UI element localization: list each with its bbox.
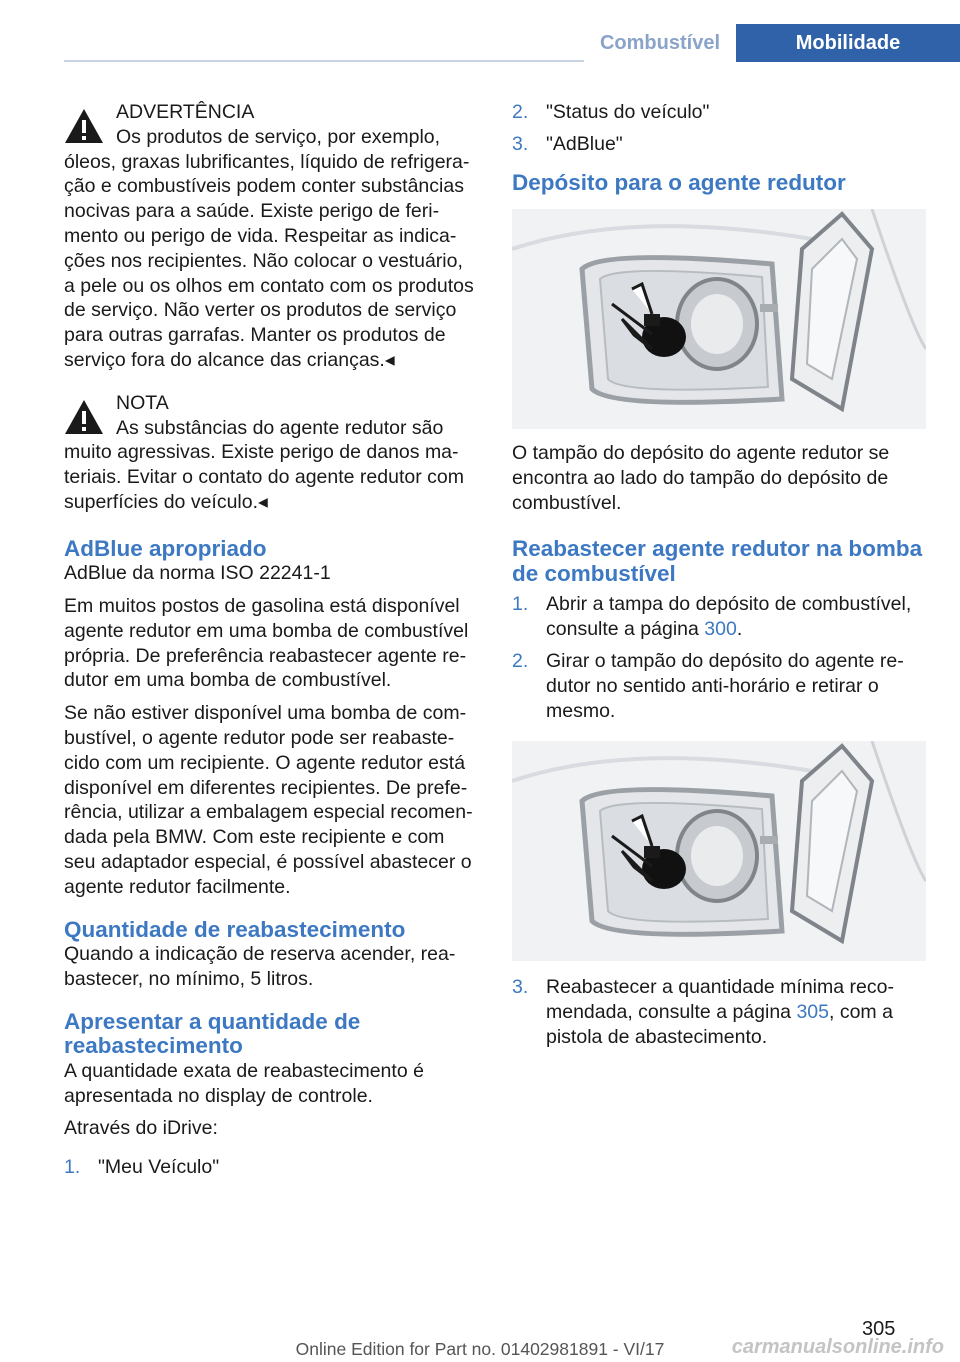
heading-reabastecer: Reabastecer agente redutor na bomba de combustível [512, 536, 923, 586]
step-text: "AdBlue" [546, 132, 623, 155]
paragraph: AdBlue da norma ISO 22241-1 [64, 562, 331, 585]
warning-block [64, 100, 478, 373]
list-item [512, 132, 926, 157]
fuel-filler-photo [512, 209, 926, 429]
steps-list-cont [512, 100, 926, 157]
note-first-line: As substâncias do agente redutor são [116, 416, 444, 439]
heading-adblue-apropriado: AdBlue apropriado [64, 535, 267, 561]
warning-icon [64, 399, 104, 435]
step-text-after: , com a pistola de abastecimento. [546, 1001, 893, 1049]
paragraph: Em muitos postos de gasolina está disponível agente redutor em uma bomba de combustível própria. De preferência reabastecer agente redutor em uma bomba de combustível. [64, 595, 469, 692]
page-link[interactable]: 300 [704, 618, 737, 641]
step-text: "Status do veículo" [546, 101, 710, 123]
edition-footer: Online Edition for Part no. 01402981891 - VI/17 [295, 1339, 665, 1359]
tab-mobilidade[interactable]: Mobilidade [736, 24, 960, 62]
note-text: muito agressivas. Existe perigo de danos materiais. Evitar o contato do agente redutor com superfícies do veículo.◂ [64, 441, 464, 513]
step-text-after: . [736, 618, 743, 641]
step-text: Reabastecer a quantidade mínima recomendada, consulte a página [546, 976, 894, 1024]
left-column [64, 100, 478, 1187]
list-item [512, 592, 926, 642]
paragraph: A quantidade exata de reabastecimento é apresentada no display de controle. [64, 1059, 424, 1107]
list-item [64, 1155, 478, 1180]
step-text: "Meu Veículo" [98, 1156, 220, 1179]
step-text: Abrir a tampa do depósito de combustível, consulte a página [546, 593, 912, 641]
paragraph: Através do iDrive: [64, 1117, 218, 1140]
step-number: 3. [512, 132, 529, 155]
warning-title: ADVERTÊNCIA [116, 101, 255, 123]
paragraph: Se não estiver disponível uma bomba de combustível, o agente redutor pode ser reabastecido com um recipiente. O agente redutor está disponível em diferentes recipientes. De preferência, utilizar a embalagem especial recomendada pela BMW. Com este recipiente e com seu adaptador especial, é possível abastecer o agente redutor facilmente. [64, 702, 473, 898]
heading-deposito: Depósito para o agente redutor [512, 169, 846, 195]
heading-quantidade: Quantidade de reabastecimento [64, 916, 406, 942]
list-item [512, 975, 926, 1049]
warning-text: óleos, graxas lubrificantes, líquido de refrigeração e combustíveis podem conter substâncias nocivas para a saúde. Existe perigo de ferimento ou perigo de vida. Respeitar as indicações nos recipientes. Não colocar o vestuário, a pele ou os olhos em contato com os produtos de serviço. Não verter os produtos de serviço para outras garrafas. Manter os produtos de serviço fora do alcance das crianças.◂ [64, 150, 474, 371]
right-column [512, 100, 926, 1057]
warning-first-line: Os produtos de serviço, por exemplo, [116, 125, 441, 148]
list-item [512, 649, 926, 723]
note-block [64, 391, 478, 515]
paragraph: O tampão do depósito do agente redutor se encontra ao lado do tampão do depósito de combustível. [512, 442, 890, 514]
heading-apresentar-quantidade: Apresentar a quantidade de reabastecimento [64, 1008, 361, 1059]
page-link[interactable]: 305 [796, 1001, 829, 1024]
step-number: 1. [64, 1156, 81, 1179]
step-number: 2. [512, 101, 529, 123]
step-number: 2. [512, 650, 529, 673]
steps-list-refuel-cont [512, 975, 926, 1049]
step-number: 1. [512, 593, 529, 616]
steps-list [64, 1155, 478, 1180]
adblue-cap-photo [512, 741, 926, 961]
paragraph: Quando a indicação de reserva acender, reabastecer, no mínimo, 5 litros. [64, 943, 456, 990]
page-number: 305 [862, 1318, 896, 1340]
steps-list-refuel [512, 592, 926, 723]
warning-icon [64, 108, 104, 144]
watermark: carmanualsonline.info [731, 1336, 944, 1358]
step-number: 3. [512, 976, 529, 999]
tab-combustivel[interactable]: Combustível [584, 24, 736, 62]
note-title: NOTA [116, 391, 169, 414]
list-item [512, 100, 926, 125]
step-text: Girar o tampão do depósito do agente redutor no sentido anti-horário e retirar o mesmo. [546, 650, 904, 722]
